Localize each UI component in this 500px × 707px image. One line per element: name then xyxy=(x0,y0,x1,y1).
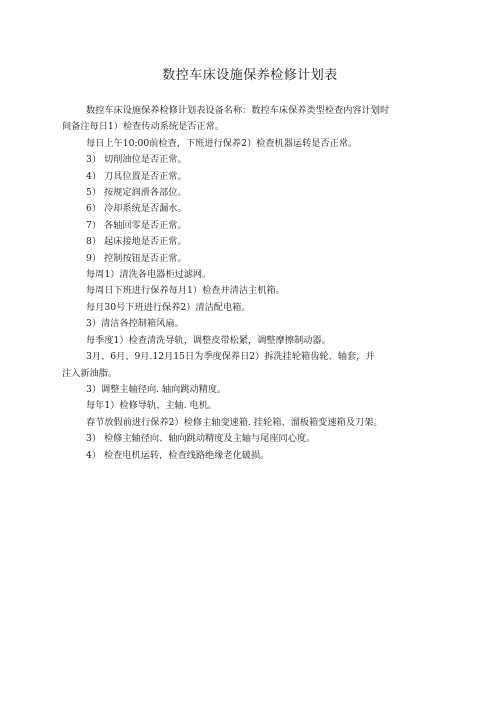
paragraph-line: 数控车床设施保养检修计划表设备名称：数控车床保养类型检查内容计划时 xyxy=(86,105,390,116)
paragraph-line: 3月、6月、9月.12月15日为季度保养日2）拆洗挂轮箱齿轮、轴套，并 xyxy=(86,351,375,363)
paragraph-line: 每周1）清洗各电器柜过滤网。 xyxy=(86,269,212,281)
document-title: 数控车床设施保养检修计划表 xyxy=(162,68,338,83)
list-item: 3）调整主轴径向. 轴向跳动精度。 xyxy=(86,383,227,395)
paragraph-line: 每月30号下班进行保养2）清洁配电箱。 xyxy=(86,301,251,313)
list-item: 3） 检修主轴径向、轴向跳动精度及主轴与尾座同心度。 xyxy=(86,433,316,445)
paragraph-line: 每季度1）检查清洗导轨，调整皮带松紧，调整摩擦制动器。 xyxy=(86,334,331,346)
list-item: 9） 控制按钮是否正常。 xyxy=(86,252,187,264)
list-item: 6） 冷却系统是否漏水。 xyxy=(86,203,187,215)
paragraph-line: 每年1）检修导轨、主轴. 电机。 xyxy=(86,400,218,412)
list-item: 5） 按规定润滑各部位。 xyxy=(86,187,187,199)
paragraph-line: 间备注每日1）检查传动系统是否正常。 xyxy=(62,121,225,133)
paragraph-line: 每周日下班进行保养每月1）检查并清洁主机箱。 xyxy=(86,285,285,297)
paragraph-line: 春节放假前进行保养2）检修主轴变速箱. 挂轮箱、溜板箱变速箱及刀架。 xyxy=(86,416,383,428)
paragraph-line: 每日上午10:00前检查，下班进行保养2）检查机器运转是否正常。 xyxy=(86,137,358,149)
paragraph-line: 注入新油脂。 xyxy=(62,367,118,379)
list-item: 7） 各轴回零是否正常。 xyxy=(86,219,187,231)
list-item: 4） 刀具位置是否正常。 xyxy=(86,170,187,182)
list-item: 4） 检查电机运转，检查线路绝缘老化破损。 xyxy=(86,449,270,461)
list-item: 8） 起床接地是否正常。 xyxy=(86,236,187,248)
list-item: 3） 切削油位是否正常。 xyxy=(86,154,187,166)
list-item: 3）清洁各控制箱风扇。 xyxy=(86,318,184,330)
document-body xyxy=(62,103,442,464)
